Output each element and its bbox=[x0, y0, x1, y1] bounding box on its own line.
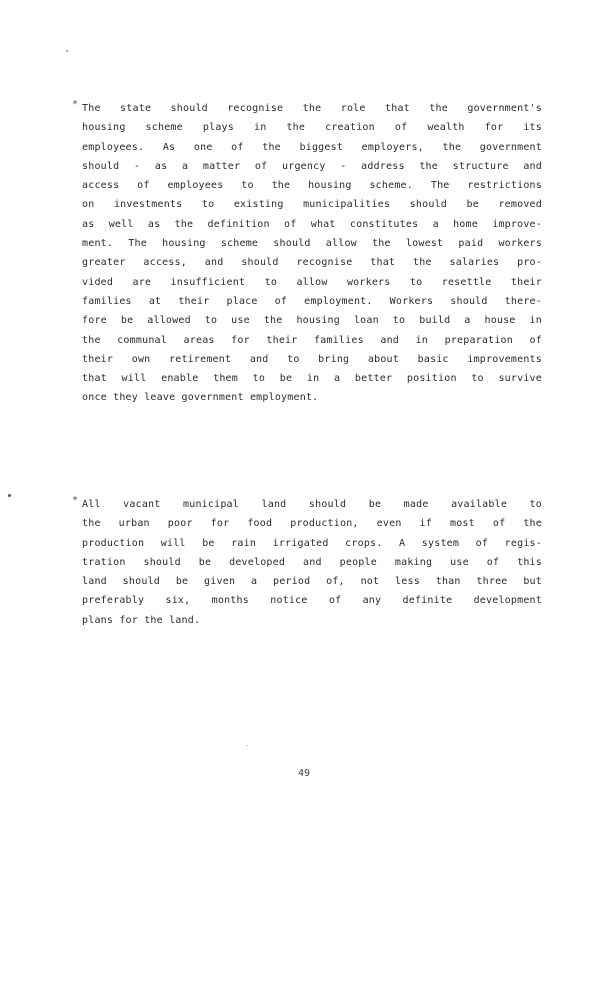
paragraph-municipal-land bbox=[72, 495, 542, 630]
paragraph-line: as well as the definition of what constitutes a home improve- bbox=[82, 218, 542, 230]
paragraph-line: fore be allowed to use the housing loan to build a house in bbox=[82, 315, 542, 327]
bullet-marker: * bbox=[72, 99, 79, 110]
paragraph-line: production will be rain irrigated crops. A system of regis- bbox=[82, 537, 542, 549]
bullet-marker: * bbox=[72, 495, 79, 506]
paragraph-line: preferably six, months notice of any definite development bbox=[82, 595, 542, 607]
paragraph-line: The state should recognise the role that the government's bbox=[82, 103, 542, 114]
paragraph-line: vided are insufficient to allow workers to resettle their bbox=[82, 276, 542, 288]
paragraph-line: families at their place of employment. Workers should there- bbox=[82, 295, 542, 307]
paragraph-line: the communal areas for their families and in preparation of bbox=[82, 334, 542, 346]
scan-speck bbox=[66, 50, 68, 52]
paragraph-line: land should be given a period of, not less than three but bbox=[82, 576, 542, 588]
paragraph-line: employees. As one of the biggest employers, the government bbox=[82, 141, 542, 153]
paragraph-line: on investments to existing municipalities should be removed bbox=[82, 199, 542, 211]
paragraph-line: All vacant municipal land should be made available to bbox=[82, 499, 542, 510]
page-number: 49 bbox=[297, 768, 311, 779]
paragraph-line: plans for the land. bbox=[82, 614, 201, 626]
paragraph-line: that will enable them to be in a better position to survive bbox=[82, 373, 542, 385]
scan-speck bbox=[8, 494, 11, 497]
paragraph-housing-scheme bbox=[72, 99, 542, 408]
paragraph-line: the urban poor for food production, even if most of the bbox=[82, 518, 542, 530]
paragraph-line: access of employees to the housing scheme. The restrictions bbox=[82, 180, 542, 192]
paragraph-line: housing scheme plays in the creation of wealth for its bbox=[82, 122, 542, 134]
paragraph-line: once they leave government employment. bbox=[82, 392, 319, 404]
paragraph-line: should - as a matter of urgency - address the structure and bbox=[82, 160, 542, 172]
paragraph-line: tration should be developed and people making use of this bbox=[82, 556, 542, 568]
paragraph-line: ment. The housing scheme should allow the lowest paid workers bbox=[82, 238, 542, 250]
paragraph-line: their own retirement and to bring about basic improvements bbox=[82, 353, 542, 365]
paragraph-line: greater access, and should recognise that the salaries pro- bbox=[82, 257, 542, 269]
scan-speck bbox=[247, 745, 248, 746]
